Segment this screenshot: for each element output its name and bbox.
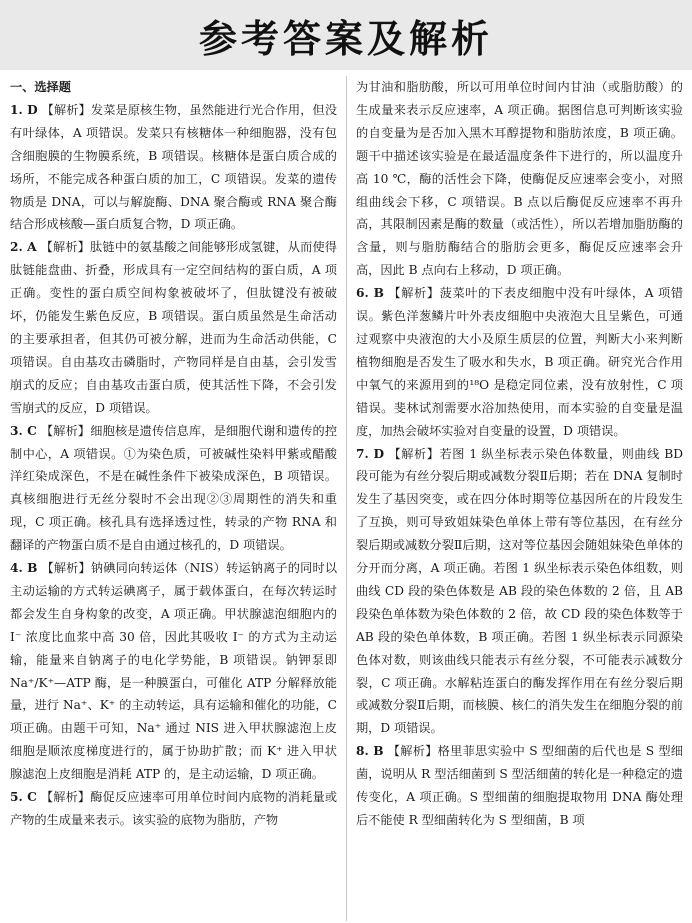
answer-number: 5. C <box>10 790 37 805</box>
answer-number: 6. B <box>356 286 384 301</box>
section-title: 一、选择题 <box>10 80 71 94</box>
answer-number: 1. D <box>10 102 38 117</box>
answer-item-5 <box>10 786 337 832</box>
answer-text: 为甘油和脂肪酸，所以可用单位时间内甘油（或脂肪酸）的生成量来表示反应速率，A 项正确。据图信息可判断该实验的自变量为是否加入黑木耳醇提物和脂肪浓度，B 项正确。题干中描述该实验是在最适温度条件下进行的，所以温度升高 10 ℃，酶的活性会下降，使酶促反应速率会变小，对照组曲线会下移，C 项错误。B 点以后酶促反应速率不再升高，其限制因素是酶的数量（或活性），所以若增加脂肪酶的含量，则与脂肪酶结合的脂肪会更多，酶促反应速率会升高，因此 B 点向右上移动，D 项正确。 <box>356 80 683 278</box>
column-divider <box>346 76 347 921</box>
answer-number: 8. B <box>356 744 384 759</box>
left-column <box>10 76 337 921</box>
page-header <box>0 0 692 70</box>
answer-item-1 <box>10 99 337 236</box>
right-column <box>356 76 683 921</box>
page-title: 参考答案及解析 <box>198 16 493 61</box>
answer-item-4 <box>10 557 337 786</box>
answer-text: 【解析】格里菲思实验中 S 型细菌的后代也是 S 型细菌，说明从 R 型活细菌到 S 型活细菌的转化是一种稳定的遗传变化，A 项正确。S 型细菌的细胞提取物用 DNA 酶处理后不能使 R 型细菌转化为 S 型细菌，B 项 <box>356 744 683 827</box>
answer-item-7 <box>356 443 683 741</box>
answer-text: 【解析】菠菜叶的下表皮细胞中没有叶绿体，A 项错误。紫色洋葱鳞片叶外表皮细胞中央液泡大且呈紫色，可通过观察中央液泡的大小及原生质层的位置，判断大小来判断植物细胞是否发生了吸水和失水，B 项正确。研究光合作用中氧气的来源用到的¹⁸O 是稳定同位素，没有放射性，C 项错误。斐林试剂需要水浴加热使用，而本实验的自变量是温度，加热会破坏实验对自变量的设置，D 项错误。 <box>356 286 683 438</box>
answer-number: 7. D <box>356 446 385 461</box>
answer-number: 3. C <box>10 423 37 438</box>
answer-text: 【解析】肽链中的氨基酸之间能够形成氢键，从而使得肽链能盘曲、折叠，形成具有一定空间结构的蛋白质，A 项正确。变性的蛋白质空间构象被破坏了，但肽键没有被破坏，仍能发生紫色反应，B 项错误。蛋白质虽然是生命活动的主要承担者，但其仍可被分解，进而为生命活动供能，C 项错误。自由基攻击磷脂时，产物同样是自由基，会引发雪崩式的反应；自由基攻击蛋白质，使其活性下降，不会引发雪崩式的反应，D 项错误。 <box>10 240 337 415</box>
answer-item-8 <box>356 740 683 832</box>
answer-item-2 <box>10 236 337 419</box>
answer-text: 【解析】细胞核是遗传信息库，是细胞代谢和遗传的控制中心，A 项错误。①为染色质，可被碱性染料甲紫或醋酸洋红染成深色，不是在碱性条件下被染成深色，B 项错误。真核细胞进行无丝分裂时不会出现②③周期性的消失和重现，C 项正确。核孔具有选择透过性，转录的产物 RNA 和翻译的产物蛋白质不是自由通过核孔的，D 项错误。 <box>10 423 337 553</box>
answer-text: 【解析】钠碘同向转运体（NIS）转运钠离子的同时以主动运输的方式转运碘离子，属于载体蛋白，在每次转运时都会发生自身构象的改变，A 项正确。甲状腺滤泡细胞内的 I⁻ 浓度比血浆中高 30 倍，因此其吸收 I⁻ 的方式为主动运输，能量来自钠离子的电化学势能，B 项错误。钠钾泵即 Na⁺/K⁺—ATP 酶，是一种膜蛋白，可催化 ATP 分解释放能量，进行 Na⁺、K⁺ 的主动转运，具有运输和催化的功能，C 项正确。由题干可知，Na⁺ 通过 NIS 进入甲状腺滤泡上皮细胞是顺浓度梯度进行的，属于协助扩散；而 K⁺ 进入甲状腺滤泡上皮细胞是消耗 ATP 的，是主动运输，D 项正确。 <box>10 561 337 782</box>
answer-text: 【解析】若图 1 纵坐标表示染色体数量，则曲线 BD 段可能为有丝分裂后期或减数分裂Ⅱ后期；若在 DNA 复制时发生了基因突变，或在四分体时期等位基因所在的片段发生了互换，则可导致姐妹染色单体上带有等位基因，在有丝分裂后期或减数分裂Ⅱ后期，这对等位基因会随姐妹染色单体的分开而分离，A 项正确。若图 1 纵坐标表示染色体组数，则曲线 CD 段的染色体数是 AB 段的染色体数的 2 倍，且 AB 段染色单体数为染色体数的 2 倍，故 CD 段的染色体数等于 AB 段的染色单体数，B 项正确。若图 1 纵坐标表示同源染色体对数，则该曲线只能表示有丝分裂，不可能表示减数分裂，C 项正确。水解粘连蛋白的酶发挥作用在有丝分裂后期或减数分裂Ⅱ后期，而核膜、核仁的消失发生在细胞分裂的前期，D 项错误。 <box>356 446 683 736</box>
answer-item-6 <box>356 282 683 442</box>
answer-text: 【解析】发菜是原核生物，虽然能进行光合作用，但没有叶绿体，A 项错误。发菜只有核糖体一种细胞器，没有包含细胞膜的生物膜系统，B 项错误。核糖体是蛋白质合成的场所，不能完成各种蛋白质的加工，C 项错误。发菜的遗传物质是 DNA，可以与解旋酶、DNA 聚合酶或 RNA 聚合酶结合形成核酸—蛋白质复合物，D 项正确。 <box>10 102 337 232</box>
answer-item-5-continued <box>356 76 683 282</box>
answer-number: 4. B <box>10 561 38 576</box>
answer-text: 【解析】酶促反应速率可用单位时间内底物的消耗量或产物的生成量来表示。该实验的底物为脂肪，产物 <box>10 790 337 827</box>
answer-item-3 <box>10 420 337 557</box>
answer-number: 2. A <box>10 240 37 255</box>
